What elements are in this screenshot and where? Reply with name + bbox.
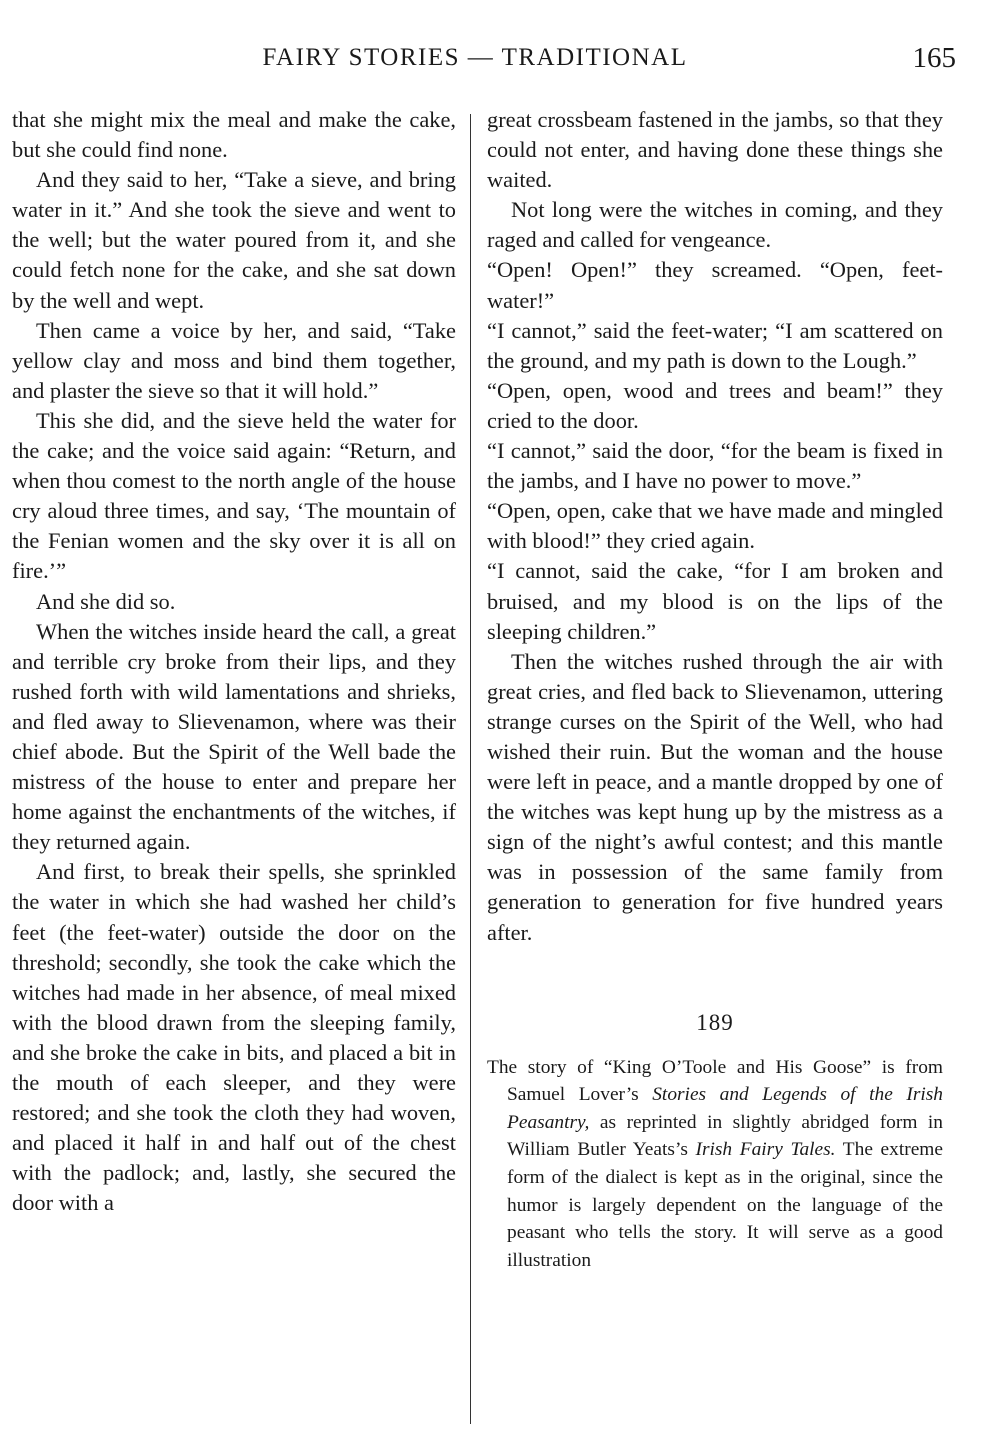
paragraph: “Open, open, cake that we have made and mingled with blood!” they cried again. bbox=[487, 498, 943, 554]
note-text: The story of “King O’Toole and His Goose” is from Samuel Lover’s bbox=[487, 1056, 943, 1106]
paragraph: When the witches inside heard the call, a great and terrible cry broke from their lips, and they rushed forth with wild lamentations and shrieks, and fled away to Slievenamon, where was their chief abode. But the Spirit of the Well bade the mistress of the house to enter and prepare her home against the enchantments of the witches, if they returned again. bbox=[12, 618, 456, 855]
paragraph: “Open, open, wood and trees and beam!” they cried to the door. bbox=[487, 377, 943, 433]
paragraph: “I cannot,” said the door, “for the beam is fixed in the jambs, and I have no power to move.” bbox=[487, 438, 943, 494]
paragraph: that she might mix the meal and make the cake, but she could find none. bbox=[12, 107, 456, 163]
paragraph: “I cannot, said the cake, “for I am broken and bruised, and my blood is on the lips of the sleeping children.” bbox=[487, 558, 943, 644]
note-text: The extreme form of the dialect is kept as in the original, since the humor is largely dependent on the language of the peasant who tells the story. It will serve as a good illustration bbox=[507, 1139, 943, 1271]
right-column bbox=[487, 105, 943, 1274]
paragraph: “Open! Open!” they screamed. “Open, feet-water!” bbox=[487, 257, 943, 313]
column-divider bbox=[470, 114, 471, 1424]
editorial-note bbox=[487, 1054, 943, 1275]
paragraph: And first, to break their spells, she sprinkled the water in which she had washed her child’s feet (the feet-water) outside the door on the threshold; secondly, she took the cake which the witches had made in her absence, of meal mixed with the blood drawn from the sleeping family, and she broke the cake in bits, and placed a bit in the mouth of each sleeper, and they were restored; and she took the cloth they had woven, and placed it half in and half out of the chest with the padlock; and, lastly, she secured the door with a bbox=[12, 859, 456, 1216]
note-text: as reprinted in slightly abridged form in William Butler Yeats’s bbox=[507, 1111, 943, 1161]
note-book-title: Irish Fairy Tales. bbox=[695, 1139, 836, 1161]
paragraph: “I cannot,” said the feet-water; “I am scattered on the ground, and my path is down to the Lough.” bbox=[487, 317, 943, 373]
page-number: 165 bbox=[912, 42, 956, 74]
note-number: 189 bbox=[696, 1009, 734, 1035]
note-book-title: Stories and Legends of the Irish Peasantry, bbox=[507, 1084, 943, 1133]
paragraph: Then came a voice by her, and said, “Take yellow clay and moss and bind them together, and plaster the sieve so that it will hold.” bbox=[12, 317, 456, 403]
paragraph: And she did so. bbox=[36, 588, 176, 614]
page-header bbox=[0, 44, 1000, 84]
paragraph: This she did, and the sieve held the water for the cake; and the voice said again: “Return, and when thou comest to the north angle of the house cry aloud three times, and say, ‘The mountain of the Fenian women and the sky over it is all on fire.’” bbox=[12, 407, 456, 584]
paragraph: Then the witches rushed through the air with great cries, and fled back to Slievenamon, uttering strange curses on the Spirit of the Well, who had wished their ruin. But the woman and the house were left in peace, and a mantle dropped by one of the witches was kept hung up by the mistress as a sign of the night’s awful contest; and this mantle was in possession of the same family from generation to generation for five hundred years after. bbox=[487, 648, 943, 945]
left-column bbox=[12, 105, 456, 1218]
paragraph: great crossbeam fastened in the jambs, so that they could not enter, and having done these things she waited. bbox=[487, 107, 943, 193]
running-title: FAIRY STORIES — TRADITIONAL bbox=[262, 44, 688, 71]
paragraph: And they said to her, “Take a sieve, and bring water in it.” And she took the sieve and went to the well; but the water poured from it, and she could fetch none for the cake, and she sat down by the well and wept. bbox=[12, 167, 456, 313]
paragraph: Not long were the witches in coming, and they raged and called for vengeance. bbox=[487, 197, 943, 253]
